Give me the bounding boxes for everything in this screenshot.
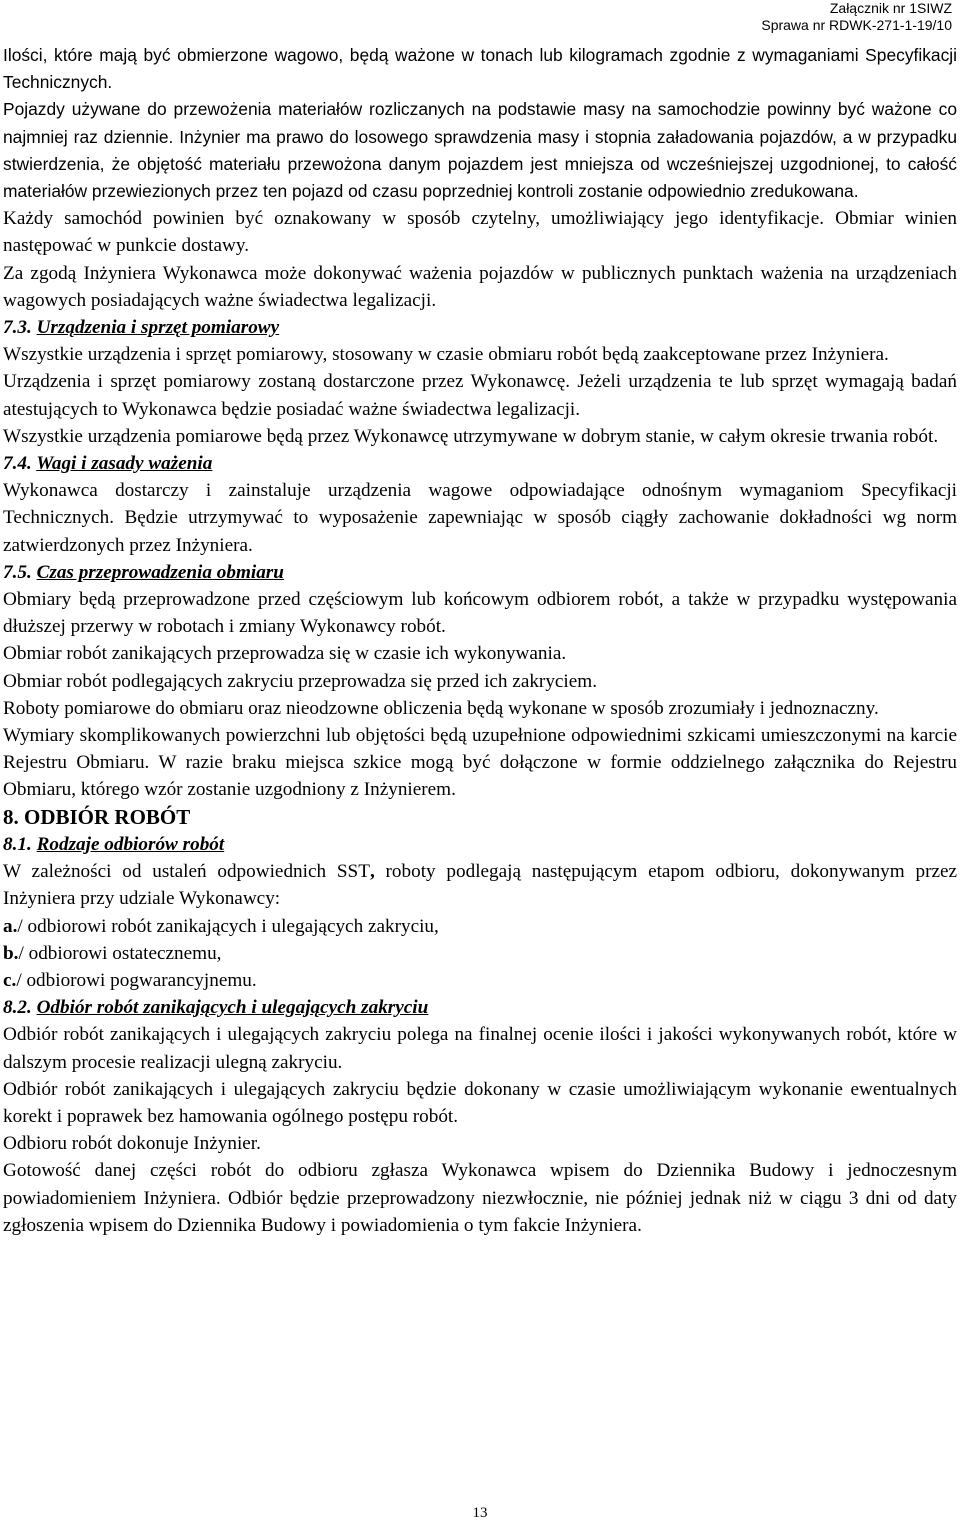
list-item: [3, 967, 957, 994]
list-letter: c.: [3, 969, 17, 991]
section-title: Urządzenia i sprzęt pomiarowy: [36, 317, 280, 339]
paragraph: Odbiór robót zanikających i ulegających zakryciu polega na finalnej ocenie ilości i jakości wykonywanych robót, które w dalszym procesie realizacji ulegną zakryciu.: [3, 1024, 957, 1073]
paragraph: Odbioru robót dokonuje Inżynier.: [3, 1133, 261, 1155]
section-number: 7.4.: [3, 453, 32, 475]
paragraph: Każdy samochód powinien być oznakowany w sposób czytelny, umożliwiający jego identyfikacje. Obmiar winien następować w punkcie dostawy.: [3, 208, 957, 257]
intro-text-cont: roboty podlegają następującym etapom odbioru, dokonywanym przez Inżyniera przy udziale Wykonawcy:: [3, 861, 958, 910]
list-item: [3, 913, 957, 940]
section-number: 7.5.: [3, 561, 32, 583]
list-text: / odbiorowi pogwarancyjnemu.: [16, 969, 257, 991]
section-title: Rodzaje odbiorów robót: [36, 833, 225, 855]
paragraph: Wszystkie urządzenia pomiarowe będą przez Wykonawcę utrzymywane w dobrym stanie, w całym okresie trwania robót.: [3, 425, 939, 447]
list-letter: a.: [3, 915, 18, 937]
list-text: / odbiorowi robót zanikających i ulegających zakryciu,: [17, 915, 439, 937]
case-number: Sprawa nr RDWK-271-1-19/10: [761, 17, 952, 33]
chapter-heading-8: 8. ODBIÓR ROBÓT: [3, 804, 191, 829]
section-title: Wagi i zasady ważenia: [36, 453, 213, 475]
document-header: [761, 0, 952, 34]
paragraph: Obmiar robót podlegających zakryciu przeprowadza się przed ich zakryciem.: [3, 670, 597, 692]
paragraph: [3, 858, 957, 912]
paragraph: Obmiary będą przeprowadzone przed częściowym lub końcowym odbiorem robót, a także w przypadku występowania dłuższej przerwy w robotach i zmiany Wykonawcy robót.: [3, 589, 957, 638]
paragraph: Odbiór robót zanikających i ulegających zakryciu będzie dokonany w czasie umożliwiającym wykonanie ewentualnych korekt i poprawek bez hamowania ogólnego postępu robót.: [3, 1078, 957, 1127]
attachment-label: Załącznik nr 1SIWZ: [829, 0, 952, 16]
section-number: 8.1.: [3, 833, 32, 855]
document-body: [3, 42, 957, 1239]
section-heading-8-1: [3, 831, 957, 858]
section-heading-7-5: [3, 559, 957, 586]
list-letter: b.: [3, 942, 19, 964]
list-item: [3, 940, 957, 967]
paragraph: Za zgodą Inżyniera Wykonawca może dokonywać ważenia pojazdów w publicznych punktach ważenia na urządzeniach wagowych posiadających ważne świadectwa legalizacji.: [3, 262, 957, 311]
paragraph: Wykonawca dostarczy i zainstaluje urządzenia wagowe odpowiadające odnośnym wymaganiom Specyfikacji Technicznych. Będzie utrzymywać to wyposażenie zapewniając w sposób ciągły zachowanie dokładności wg norm zatwierdzonych przez Inżyniera.: [3, 480, 957, 556]
list-text: / odbiorowi ostatecznemu,: [18, 942, 222, 964]
section-title: Odbiór robót zanikających i ulegających zakryciu: [36, 997, 429, 1019]
intro-comma: ,: [369, 861, 375, 883]
section-heading-7-3: [3, 314, 957, 341]
section-title: Czas przeprowadzenia obmiaru: [36, 561, 284, 583]
section-heading-7-4: [3, 450, 957, 477]
paragraph: Roboty pomiarowe do obmiaru oraz nieodzowne obliczenia będą wykonane w sposób zrozumiały i jednoznaczny.: [3, 697, 879, 719]
paragraph: Pojazdy używane do przewożenia materiałów rozliczanych na podstawie masy na samochodzie powinny być ważone co najmniej raz dziennie. Inżynier ma prawo do losowego sprawdzenia masy i stopnia załadowania pojazdów, a w przypadku stwierdzenia, że objętość materiału przewożona danym pojazdem jest mniejsza od wcześniejszej uzgodnionej, to całość materiałów przewiezionych przez ten pojazd od czasu poprzedniej kontroli zostanie odpowiednio zredukowana.: [3, 99, 957, 202]
paragraph: Urządzenia i sprzęt pomiarowy zostaną dostarczone przez Wykonawcę. Jeżeli urządzenia te lub sprzęt wymagają badań atestujących to Wykonawca będzie posiadać ważne świadectwa legalizacji.: [3, 371, 957, 420]
paragraph: Wszystkie urządzenia i sprzęt pomiarowy, stosowany w czasie obmiaru robót będą zaakceptowane przez Inżyniera.: [3, 344, 889, 366]
section-heading-8-2: [3, 994, 957, 1021]
intro-text: W zależności od ustaleń odpowiednich SST: [3, 861, 370, 883]
section-number: 7.3.: [3, 317, 32, 339]
paragraph: Gotowość danej części robót do odbioru zgłasza Wykonawca wpisem do Dziennika Budowy i jednoczesnym powiadomieniem Inżyniera. Odbiór będzie przeprowadzony niezwłocznie, nie później jednak niż w ciągu 3 dni od daty zgłoszenia wpisem do Dziennika Budowy i powiadomienia o tym fakcie Inżyniera.: [3, 1160, 957, 1236]
section-number: 8.2.: [3, 997, 32, 1019]
paragraph: Ilości, które mają być obmierzone wagowo, będą ważone w tonach lub kilogramach zgodnie z wymaganiami Specyfikacji Technicznych.: [3, 45, 957, 93]
paragraph: Wymiary skomplikowanych powierzchni lub objętości będą uzupełnione odpowiednimi szkicami umieszczonymi na karcie Rejestru Obmiaru. W razie braku miejsca szkice mogą być dołączone w formie oddzielnego załącznika do Rejestru Obmiaru, którego wzór zostanie uzgodniony z Inżynierem.: [3, 725, 957, 801]
paragraph: Obmiar robót zanikających przeprowadza się w czasie ich wykonywania.: [3, 643, 567, 665]
page-number: 13: [472, 1505, 488, 1521]
